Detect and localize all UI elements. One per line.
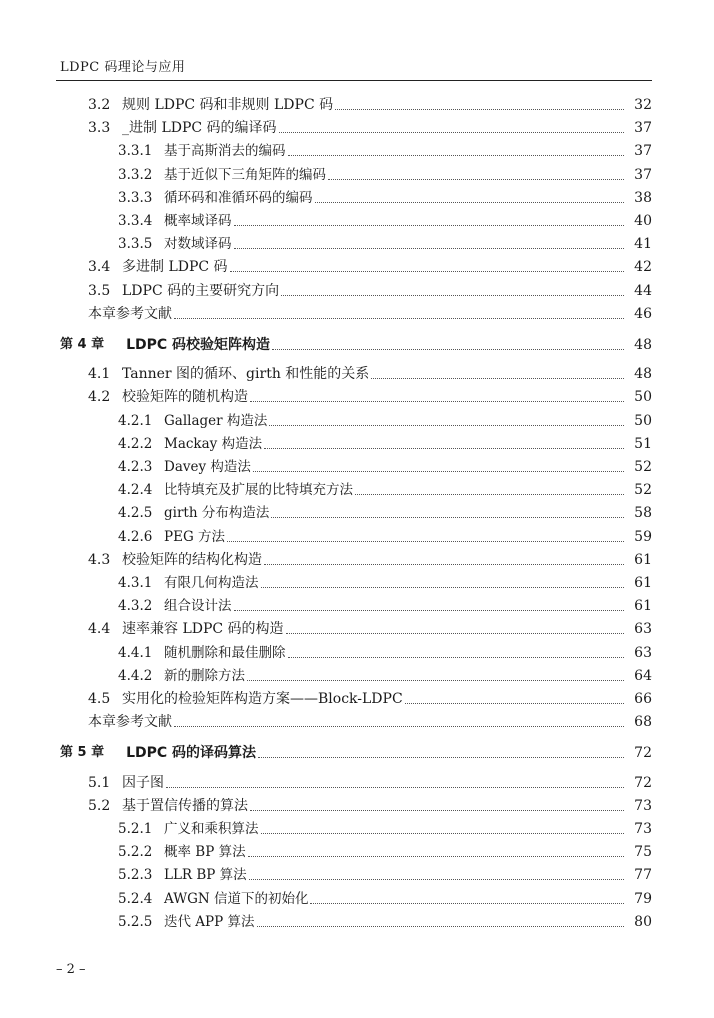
- toc-entry-page: 48: [634, 366, 652, 383]
- toc-entry-page: 51: [634, 435, 652, 452]
- toc-entry-page: 63: [634, 621, 652, 638]
- toc-entry-number: 4.2.2: [118, 435, 153, 452]
- toc-entry: [0, 210, 714, 230]
- dot-leader: [261, 587, 625, 588]
- toc-entry-number: 3.2: [88, 97, 111, 113]
- dot-leader: [264, 448, 624, 449]
- dot-leader: [250, 810, 624, 811]
- dot-leader: [257, 926, 625, 927]
- toc-entry: [0, 94, 714, 114]
- dot-leader: [230, 271, 624, 272]
- dot-leader: [227, 541, 624, 542]
- toc-entry-title: LLR BP 算法: [164, 867, 247, 884]
- dot-leader: [328, 179, 624, 180]
- toc-entry-number: 3.3.3: [118, 189, 153, 206]
- toc-entry-title: 实用化的检验矩阵构造方案——Block-LDPC: [122, 691, 403, 707]
- toc-entry-title: 迭代 APP 算法: [164, 913, 255, 930]
- toc-entry-page: 32: [634, 97, 652, 113]
- toc-entry-number: 5.2: [88, 797, 111, 814]
- dot-leader: [234, 610, 625, 611]
- toc-entry: [0, 303, 714, 323]
- dot-leader: [234, 248, 625, 249]
- dot-leader: [174, 726, 624, 727]
- toc-entry: [0, 386, 714, 406]
- toc-entry-title: PEG 方法: [164, 528, 226, 545]
- toc-entry-number: 5.1: [88, 774, 111, 791]
- toc-entry-page: 52: [634, 459, 652, 475]
- toc-entry-title: 校验矩阵的随机构造: [122, 389, 248, 406]
- toc-entry-title: LDPC 码的主要研究方向: [122, 282, 280, 299]
- toc-entry-page: 41: [634, 236, 652, 253]
- toc-entry-number: 4.3: [88, 551, 111, 568]
- toc-entry-number: 第 5 章: [60, 745, 105, 761]
- toc-entry: [0, 233, 714, 253]
- toc-entry-number: 4.3.2: [118, 598, 153, 615]
- toc-entry-number: 4.5: [88, 691, 111, 707]
- dot-leader: [405, 703, 624, 704]
- toc-entry-page: 64: [634, 667, 652, 684]
- toc-entry-page: 38: [634, 189, 652, 206]
- page-number: – 2 –: [56, 962, 86, 977]
- dot-leader: [310, 903, 624, 904]
- toc-entry-title: 广义和乘积算法: [164, 821, 259, 837]
- toc-entry-page: 72: [634, 774, 652, 791]
- dot-leader: [288, 155, 625, 156]
- toc-entry: [0, 818, 714, 838]
- toc-entry: [0, 140, 714, 160]
- dot-leader: [355, 494, 624, 495]
- dot-leader: [281, 295, 624, 296]
- toc-entry-title: _进制 LDPC 码的编译码: [122, 120, 277, 137]
- toc-entry-title: 组合设计法: [164, 598, 232, 615]
- toc-entry-page: 42: [634, 259, 652, 276]
- dot-leader: [288, 657, 625, 658]
- toc-entry: [0, 117, 714, 137]
- toc-entry-number: 4.2.1: [118, 412, 153, 429]
- toc-entry-title: 多进制 LDPC 码: [122, 259, 228, 276]
- toc-entry-title: AWGN 信道下的初始化: [164, 890, 309, 907]
- toc-entry-page: 50: [634, 412, 652, 429]
- toc-entry: [0, 572, 714, 592]
- toc-entry-number: 5.2.2: [118, 844, 153, 861]
- toc-entry: [0, 911, 714, 931]
- toc-entry: [0, 479, 714, 499]
- toc-entry-number: 4.2.3: [118, 459, 153, 475]
- toc-entry-page: 79: [634, 890, 652, 907]
- toc-entry: [0, 711, 714, 731]
- toc-entry-page: 37: [634, 120, 652, 137]
- toc-entry-number: 3.3.5: [118, 236, 153, 253]
- toc-entry-page: 61: [634, 598, 652, 615]
- toc-entry: [0, 618, 714, 638]
- dot-leader: [315, 202, 625, 203]
- toc-entry-title: 本章参考文献: [88, 714, 172, 731]
- toc-entry: [0, 665, 714, 685]
- toc-entry: [0, 363, 714, 383]
- toc-entry: [0, 433, 714, 453]
- toc-entry-title: Mackay 构造法: [164, 435, 263, 452]
- toc-entry-page: 52: [634, 482, 652, 499]
- toc-entry-title: 规则 LDPC 码和非规则 LDPC 码: [122, 97, 334, 113]
- toc-entry: [0, 526, 714, 546]
- toc-entry-number: 4.4: [88, 621, 111, 638]
- toc-entry-number: 4.2: [88, 389, 111, 406]
- toc-entry: [0, 280, 714, 300]
- toc-entry-page: 37: [634, 143, 652, 160]
- toc-entry: [0, 688, 714, 708]
- toc-entry-title: 对数域译码: [164, 236, 232, 253]
- toc-entry-number: 4.2.5: [118, 505, 153, 522]
- toc-entry: [0, 642, 714, 662]
- toc-entry: [0, 841, 714, 861]
- toc-entry-title: 基于置信传播的算法: [122, 797, 248, 814]
- toc-entry-number: 5.2.5: [118, 913, 153, 930]
- dot-leader: [272, 349, 624, 350]
- toc-entry-number: 3.4: [88, 259, 111, 276]
- toc-entry: [0, 888, 714, 908]
- dot-leader: [234, 225, 625, 226]
- dot-leader: [166, 787, 624, 788]
- toc-entry-page: 61: [634, 575, 652, 591]
- toc-entry: [0, 410, 714, 430]
- toc-entry-page: 40: [634, 213, 652, 229]
- dot-leader: [264, 564, 624, 565]
- toc-entry-number: 第 4 章: [60, 337, 105, 352]
- dot-leader: [279, 132, 624, 133]
- dot-leader: [269, 425, 624, 426]
- toc-entry-page: 48: [634, 337, 652, 353]
- toc-entry-number: 3.3.1: [118, 143, 153, 160]
- toc-entry: [0, 795, 714, 815]
- toc-entry-title: 概率域译码: [164, 213, 232, 229]
- toc-entry: [0, 502, 714, 522]
- toc-entry: [0, 595, 714, 615]
- toc-entry-page: 75: [634, 844, 652, 861]
- toc-entry-number: 5.2.1: [118, 821, 153, 837]
- toc-entry-title: Gallager 构造法: [164, 412, 268, 429]
- toc-entry: [0, 742, 714, 762]
- toc-entry-number: 4.1: [88, 366, 111, 383]
- toc-entry-title: Tanner 图的循环、girth 和性能的关系: [122, 366, 370, 383]
- toc-entry-title: 概率 BP 算法: [164, 844, 246, 861]
- toc-entry-page: 50: [634, 389, 652, 406]
- toc-entry-page: 68: [634, 714, 652, 731]
- toc-entry-title: LDPC 码校验矩阵构造: [126, 337, 271, 353]
- dot-leader: [258, 757, 624, 758]
- toc-entry-title: 循环码和准循环码的编码: [164, 189, 313, 206]
- toc-entry-title: 本章参考文献: [88, 305, 172, 322]
- toc-entry-page: 63: [634, 644, 652, 661]
- toc-entry: [0, 187, 714, 207]
- toc-entry-title: 速率兼容 LDPC 码的构造: [122, 621, 284, 638]
- toc-entry-number: 4.4.2: [118, 667, 153, 684]
- dot-leader: [253, 471, 624, 472]
- dot-leader: [286, 633, 624, 634]
- toc-entry: [0, 549, 714, 569]
- toc-entry-title: Davey 构造法: [164, 459, 251, 475]
- toc-entry-page: 46: [634, 305, 652, 322]
- dot-leader: [371, 378, 624, 379]
- toc-entry-page: 66: [634, 691, 652, 707]
- dot-leader: [249, 879, 624, 880]
- toc-entry-number: 4.2.6: [118, 528, 153, 545]
- toc-entry-number: 3.3.4: [118, 213, 153, 229]
- toc-entry-page: 58: [634, 505, 652, 522]
- toc-entry-page: 80: [634, 913, 652, 930]
- toc-entry-number: 4.3.1: [118, 575, 153, 591]
- toc-entry-title: LDPC 码的译码算法: [126, 745, 257, 762]
- dot-leader: [271, 517, 624, 518]
- toc-entry: [0, 456, 714, 476]
- dot-leader: [250, 401, 624, 402]
- toc-entry-number: 3.3: [88, 120, 111, 137]
- toc-entry-page: 59: [634, 528, 652, 545]
- toc-entry-page: 73: [634, 821, 652, 837]
- toc-entry-page: 73: [634, 797, 652, 814]
- toc-entry-page: 61: [634, 551, 652, 568]
- dot-leader: [261, 833, 625, 834]
- toc-entry-title: 随机删除和最佳删除: [164, 644, 286, 661]
- toc-entry: [0, 864, 714, 884]
- dot-leader: [248, 856, 624, 857]
- toc-entry-number: 3.5: [88, 282, 111, 299]
- toc-entry-number: 4.2.4: [118, 482, 153, 499]
- toc-entry-title: 有限几何构造法: [164, 575, 259, 591]
- toc-entry-title: 校验矩阵的结构化构造: [122, 551, 262, 568]
- toc-entry-page: 77: [634, 867, 652, 884]
- toc-entry-title: 因子图: [122, 774, 164, 791]
- toc-entry: [0, 164, 714, 184]
- dot-leader: [247, 680, 624, 681]
- dot-leader: [335, 109, 624, 110]
- toc-entry-number: 4.4.1: [118, 644, 153, 661]
- toc-entry-page: 37: [634, 166, 652, 183]
- toc-entry-number: 5.2.3: [118, 867, 153, 884]
- toc-entry-title: 基于高斯消去的编码: [164, 143, 286, 160]
- toc-entry-title: girth 分布构造法: [164, 505, 270, 522]
- toc-entry: [0, 256, 714, 276]
- toc-entry-title: 比特填充及扩展的比特填充方法: [164, 482, 353, 499]
- toc-entry-title: 基于近似下三角矩阵的编码: [164, 166, 326, 183]
- toc-entry: [0, 334, 714, 354]
- running-header: LDPC 码理论与应用: [60, 60, 186, 75]
- toc-entry-number: 5.2.4: [118, 890, 153, 907]
- dot-leader: [174, 318, 624, 319]
- toc-entry-number: 3.3.2: [118, 166, 153, 183]
- toc-entry-page: 72: [634, 745, 652, 762]
- toc-entry: [0, 772, 714, 792]
- toc-entry-title: 新的删除方法: [164, 667, 245, 684]
- toc-entry-page: 44: [634, 282, 652, 299]
